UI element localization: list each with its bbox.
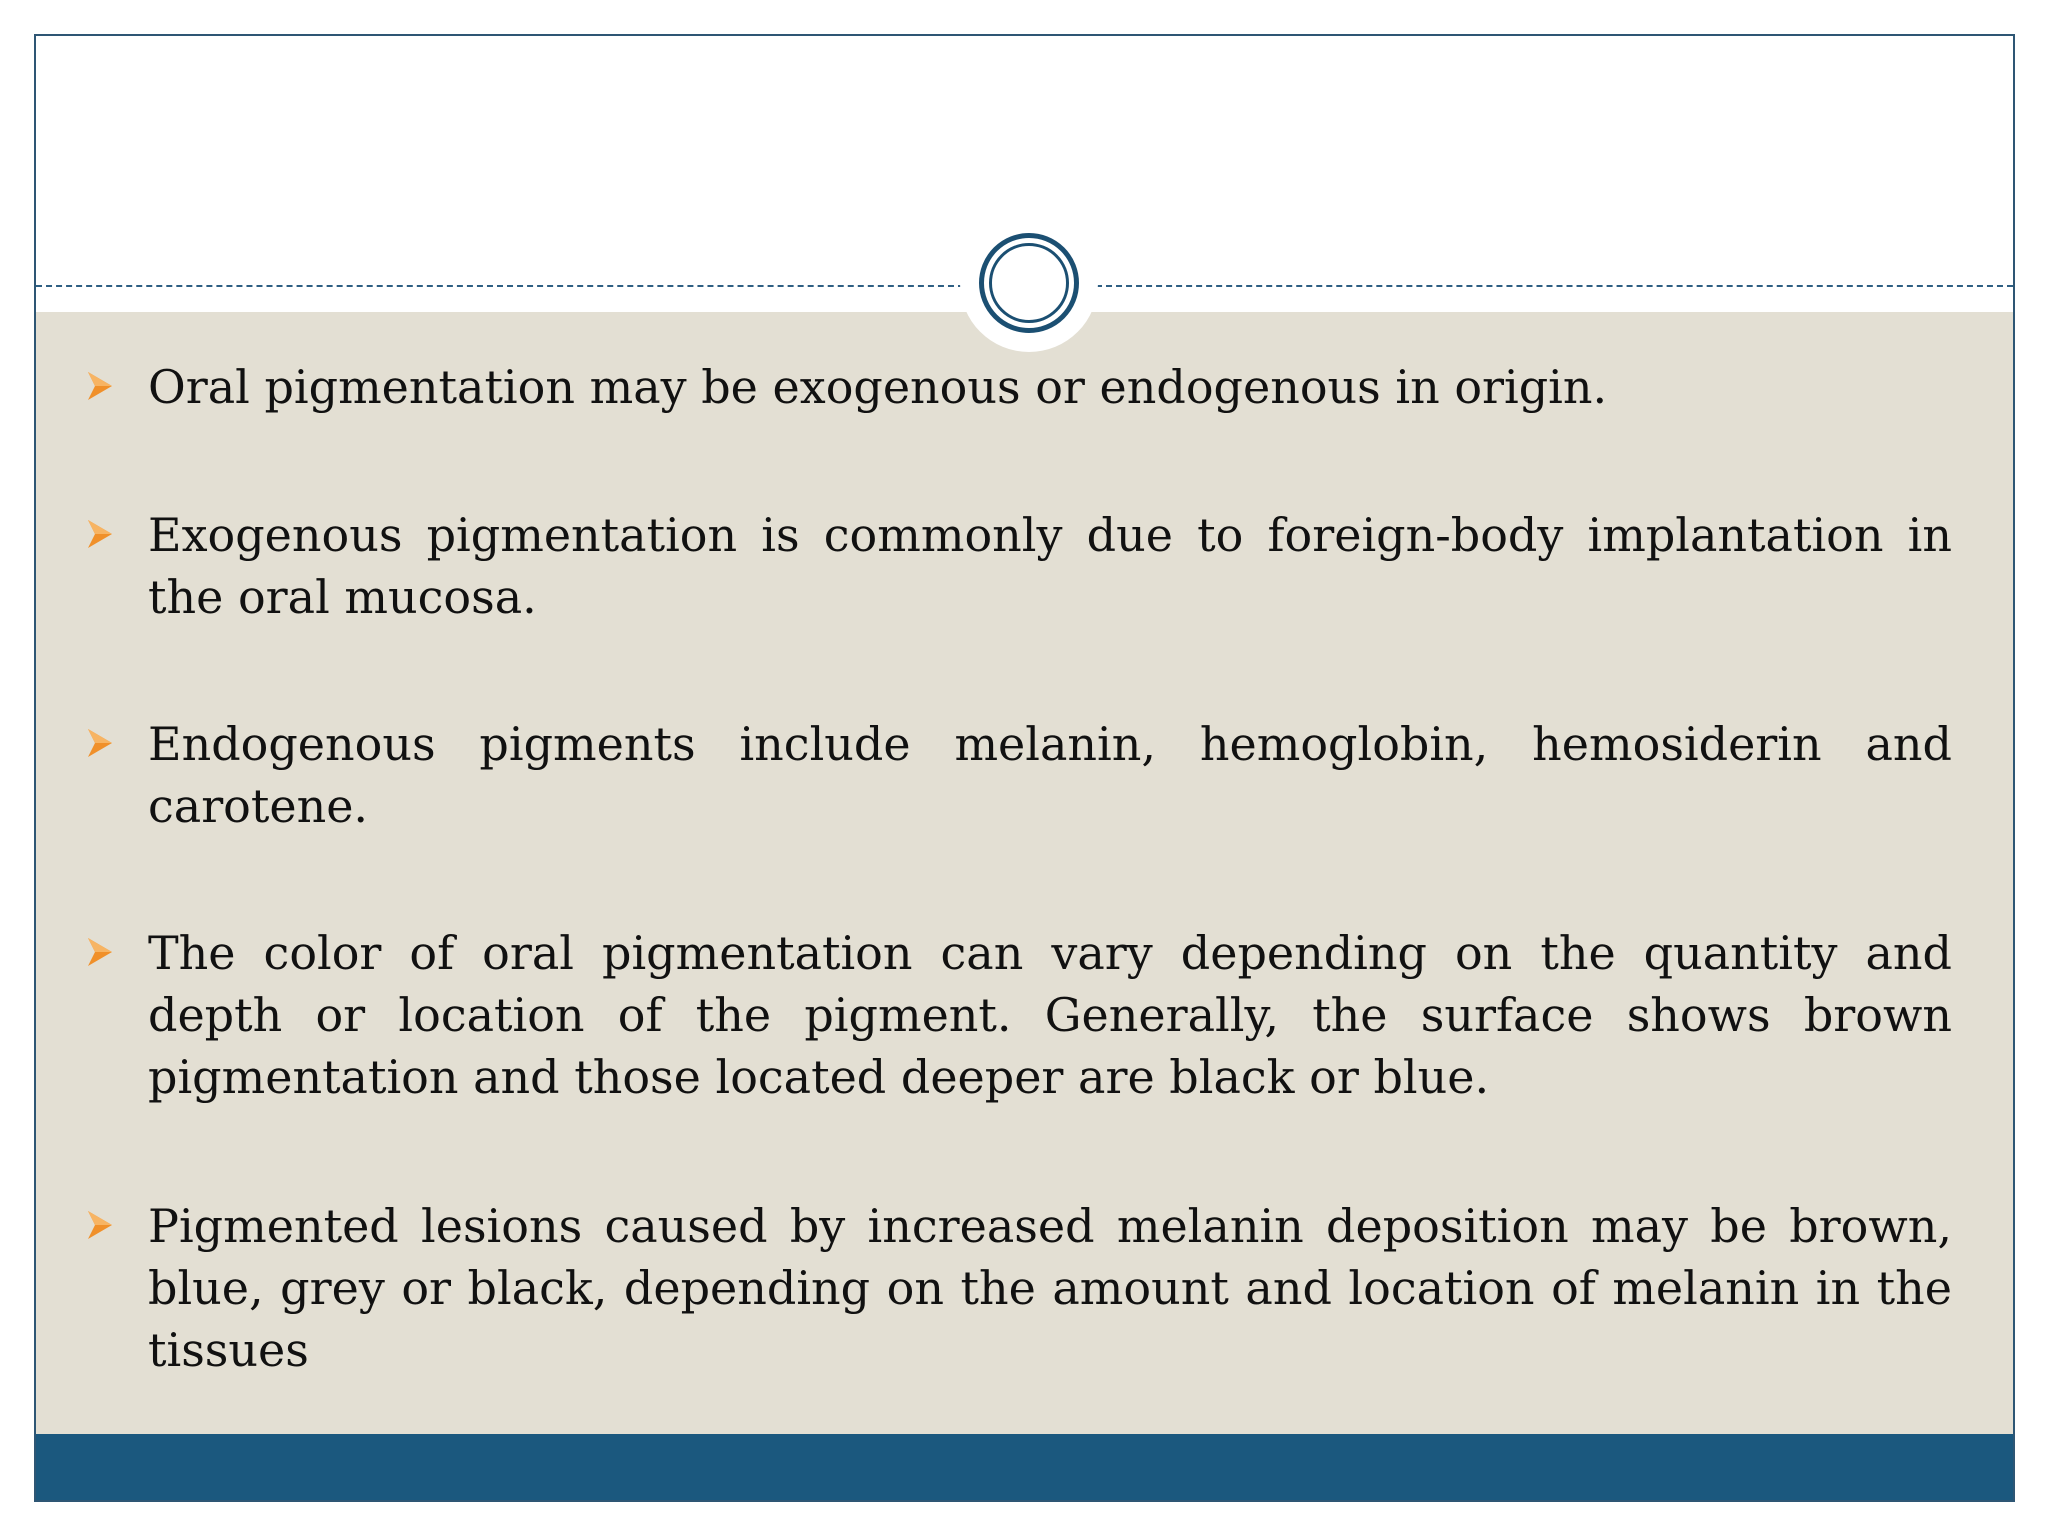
footer-bar [36,1434,2013,1502]
slide [34,34,2015,1502]
arrowhead-bullet-icon [86,370,114,402]
bullet-text: Oral pigmentation may be exogenous or endogenous in origin. [148,360,1608,414]
divider-line-right [1096,285,2013,287]
bullet-text: Pigmented lesions caused by increased melanin deposition may be brown, blue, grey or black, depending on the amount and location of melanin in the tissues [148,1199,1952,1377]
bullet-item [148,356,1952,418]
bullet-item [148,713,1952,837]
bullet-item [148,1195,1952,1381]
arrowhead-bullet-icon [86,1209,114,1241]
arrowhead-bullet-icon [86,727,114,759]
bullet-text: The color of oral pigmentation can vary depending on the quantity and depth or location of the pigment. Generally, the surface shows brown pigmentation and those located deeper are black or blue. [148,926,1952,1104]
bullet-text: Exogenous pigmentation is commonly due to foreign-body implantation in the oral mucosa. [148,508,1952,624]
bullet-item [148,922,1952,1108]
arrowhead-bullet-icon [86,518,114,550]
divider-line-left [36,285,964,287]
bullet-text: Endogenous pigments include melanin, hemoglobin, hemosiderin and carotene. [148,717,1952,833]
circle-ornament-icon [979,233,1079,333]
circle-ornament-inner-ring [989,243,1069,323]
bullet-item [148,504,1952,628]
arrowhead-bullet-icon [86,936,114,968]
